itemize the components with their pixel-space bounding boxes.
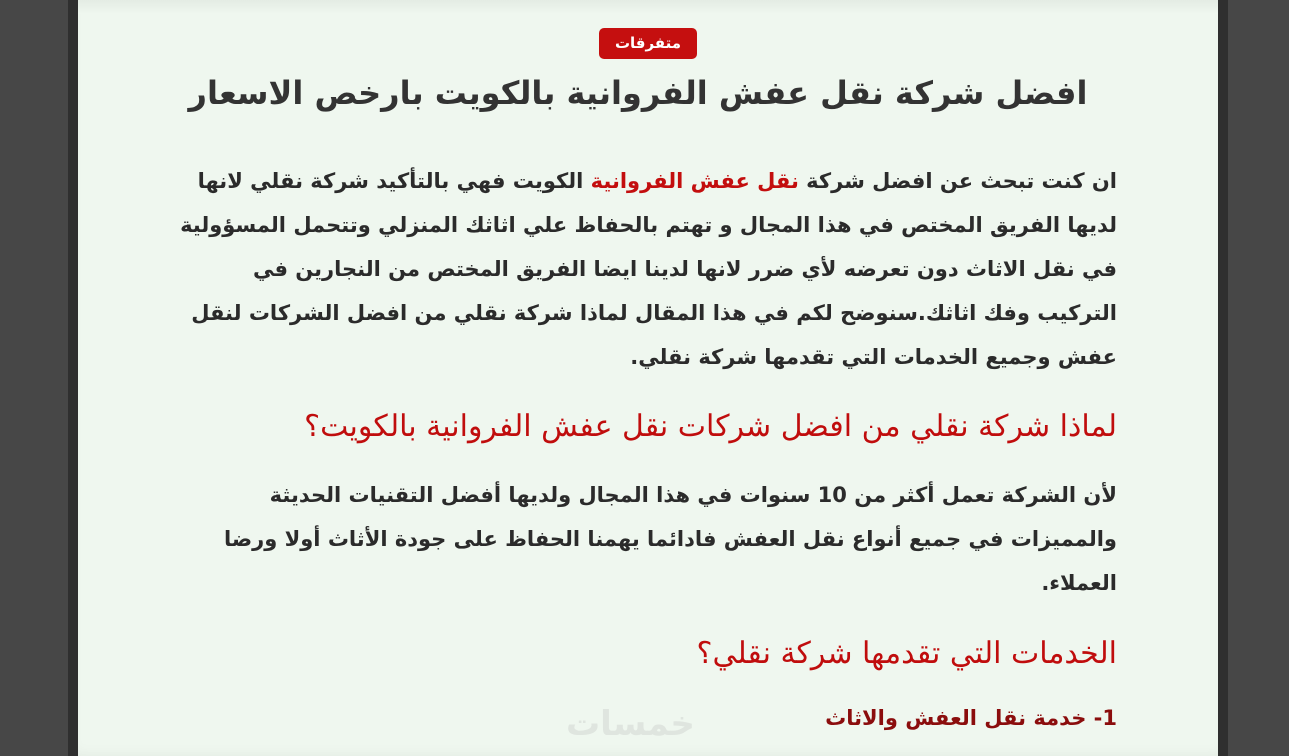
service-item-heading: 1- خدمة نقل العفش والاثاث bbox=[825, 706, 1117, 730]
why-paragraph: لأن الشركة تعمل أكثر من 10 سنوات في هذا المجال ولديها أفضل التقنيات الحديثة والمميزات في جميع أنواع نقل العفش فادائما يهمنا الحفاظ على جودة الأثاث أولا ورضا العملاء. bbox=[223, 483, 1117, 595]
intro-paragraph bbox=[177, 159, 1117, 379]
article-title: افضل شركة نقل عفش الفروانية بالكويت بارخص الاسعار bbox=[188, 74, 1088, 112]
heading-services: الخدمات التي تقدمها شركة نقلي؟ bbox=[696, 636, 1117, 671]
right-border bbox=[1218, 0, 1228, 756]
watermark-logo: خمسات bbox=[566, 704, 695, 744]
category-badge[interactable]: متفرقات bbox=[599, 28, 697, 59]
top-shadow bbox=[78, 0, 1218, 14]
inline-link[interactable]: نقل عفش الفروانية bbox=[590, 169, 799, 193]
left-border bbox=[68, 0, 78, 756]
intro-text-after: الكويت فهي بالتأكيد شركة نقلي لانها لديها الفريق المختص في هذا المجال و تهتم بالحفاظ علي اثاثك المنزلي وتتحمل المسؤولية في نقل الاثاث دون تعرضه لأي ضرر لانها لدينا ايضا الفريق المختص من النجارين في التركيب وفك اثاثك.سنوضح لكم في هذا المقال لماذا شركة نقلي من افضل الشركات لنقل عفش وجميع الخدمات التي تقدمها شركة نقلي. bbox=[180, 169, 1117, 369]
heading-why: لماذا شركة نقلي من افضل شركات نقل عفش الفروانية بالكويت؟ bbox=[304, 409, 1117, 444]
article-container bbox=[78, 0, 1218, 756]
intro-text-before: ان كنت تبحث عن افضل شركة bbox=[798, 169, 1117, 193]
